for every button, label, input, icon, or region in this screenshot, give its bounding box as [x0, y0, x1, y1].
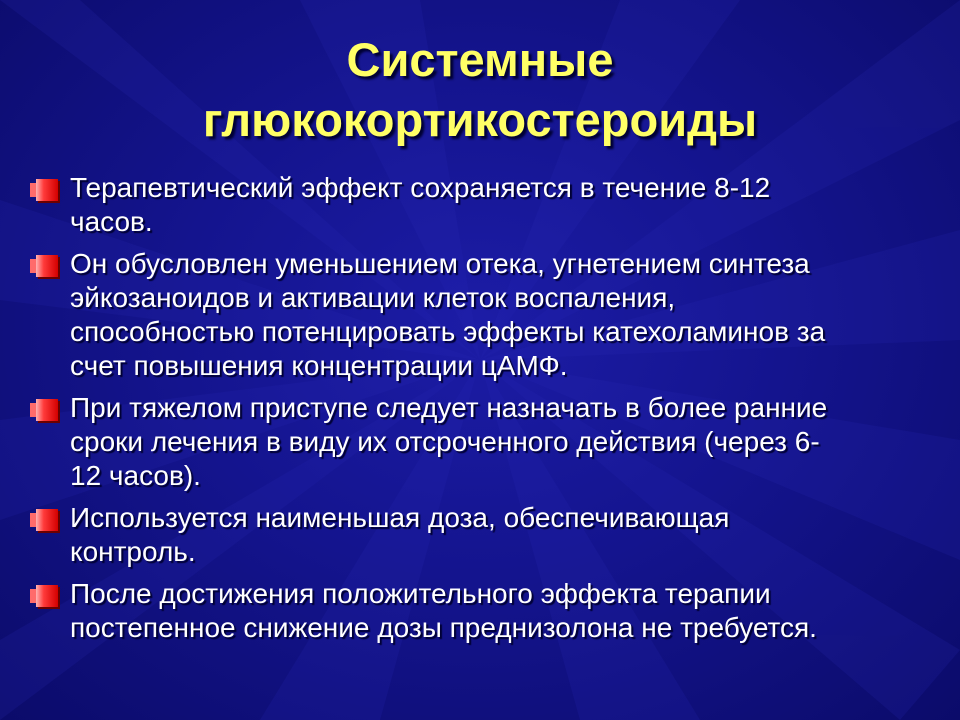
red-square-bullet-icon: [36, 585, 58, 607]
bullet-item: [36, 577, 936, 645]
red-square-bullet-icon: [36, 399, 58, 421]
bullet-line: контроль.: [70, 536, 196, 567]
bullet-line: Он обусловлен уменьшением отека, угнетением синтеза: [70, 248, 810, 279]
bullet-item: [36, 501, 936, 569]
bullet-line: часов.: [70, 206, 153, 237]
bullet-item: [36, 171, 936, 239]
red-square-bullet-icon: [36, 255, 58, 277]
bullet-line: постепенное снижение дозы преднизолона не требуется.: [70, 612, 817, 643]
bullet-line: Используется наименьшая доза, обеспечивающая: [70, 502, 730, 533]
red-square-bullet-icon: [36, 509, 58, 531]
bullet-list: [36, 171, 936, 653]
red-square-bullet-icon: [36, 179, 58, 201]
title-line-2: глюкокортикостероиды: [202, 93, 758, 146]
bullet-line: 12 часов).: [70, 460, 201, 491]
bullet-line: счет повышения концентрации цАМФ.: [70, 350, 568, 381]
bullet-line: Терапевтический эффект сохраняется в течение 8-12: [70, 172, 771, 203]
bullet-line: способностью потенцировать эффекты катехоламинов за: [70, 316, 826, 347]
bullet-line: После достижения положительного эффекта терапии: [70, 578, 771, 609]
bullet-line: эйкозаноидов и активации клеток воспаления,: [70, 282, 676, 313]
title-line-1: Системные: [346, 33, 614, 86]
bullet-line: сроки лечения в виду их отсроченного действия (через 6-: [70, 426, 820, 457]
slide-title: [0, 30, 960, 150]
bullet-line: При тяжелом приступе следует назначать в более ранние: [70, 392, 828, 423]
bullet-item: [36, 247, 936, 383]
bullet-item: [36, 391, 936, 493]
